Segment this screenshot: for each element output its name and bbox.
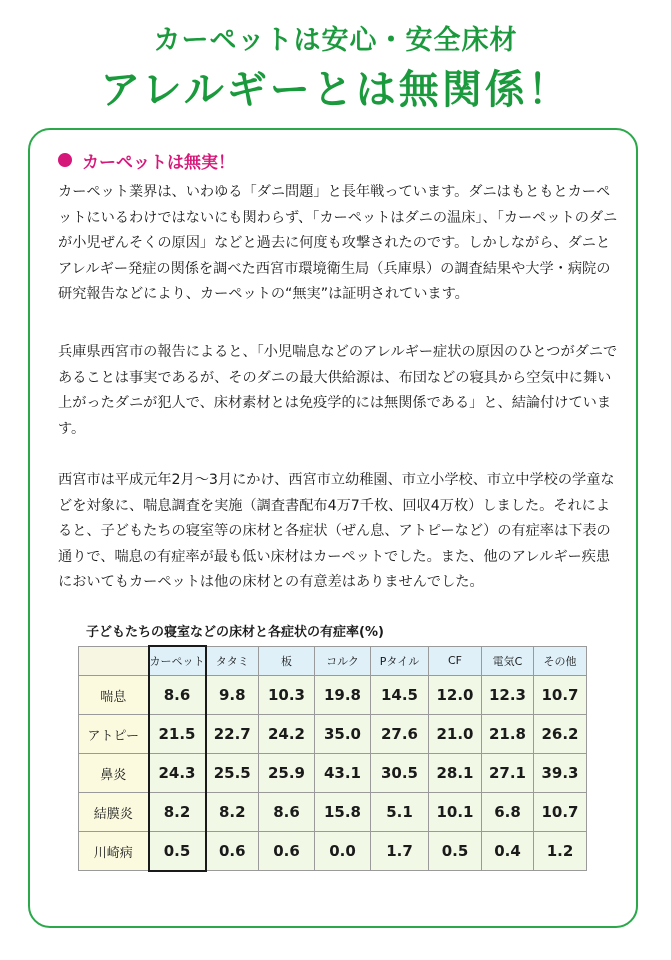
table-cell: 27.6 [371,715,429,754]
section-heading-text: カーペットは無実！ [82,152,235,173]
bullet-dot-icon [58,153,72,167]
column-header: タタミ [206,646,259,676]
table-cell: 39.3 [534,754,587,793]
table-cell: 0.5 [429,832,482,871]
table-cell: 0.6 [259,832,315,871]
row-header: 鼻炎 [79,754,149,793]
table-cell: 0.5 [149,832,206,871]
table-cell: 1.2 [534,832,587,871]
table-row [79,754,587,793]
table-row [79,832,587,871]
table-cell: 15.8 [315,793,371,832]
table-cell: 21.0 [429,715,482,754]
table-row [79,715,587,754]
table-cell: 10.1 [429,793,482,832]
row-header: アトピー [79,715,149,754]
table-cell: 8.2 [206,793,259,832]
column-header: Pタイル [371,646,429,676]
table-cell: 10.7 [534,793,587,832]
table-cell: 21.5 [149,715,206,754]
table-row [79,793,587,832]
row-header: 喘息 [79,676,149,715]
table-cell: 0.4 [482,832,534,871]
table-cell: 27.1 [482,754,534,793]
table-cell: 8.6 [259,793,315,832]
table-cell: 24.2 [259,715,315,754]
table-cell: 25.9 [259,754,315,793]
column-header: CF [429,646,482,676]
table-cell: 30.5 [371,754,429,793]
table-cell: 5.1 [371,793,429,832]
table-cell: 26.2 [534,715,587,754]
prevalence-table [78,645,587,872]
table-cell: 43.1 [315,754,371,793]
table-cell: 10.3 [259,676,315,715]
column-header: 電気C [482,646,534,676]
paragraph-2: 兵庫県西宮市の報告によると、「小児喘息などのアレルギー症状の原因のひとつがダニであることは事実であるが、そのダニの最大供給源は、布団などの寝具から空気中に舞い上がったダニが犯人で、床材素材とは免疫学的には無関係である」と、結論付けています。 [58,344,618,437]
table-caption: 子どもたちの寝室などの床材と各症状の有症率(%) [86,625,384,640]
table-cell: 22.7 [206,715,259,754]
row-header: 川崎病 [79,832,149,871]
paragraph-3: 西宮市は平成元年2月～3月にかけ、西宮市立幼稚園、市立小学校、市立中学校の学童などを対象に、喘息調査を実施（調査書配布4万7千枚、回収4万枚）しました。それによると、子どもたちの寝室等の床材と各症状（ぜん息、アトピーなど）の有症率は下表の通りで、喘息の有症率が最も低い床材はカーペットでした。また、他のアレルギー疾患においてもカーペットは他の床材との有意差はありませんでした。 [58,472,615,590]
table-row [79,676,587,715]
section-heading [58,148,235,172]
table-cell: 8.2 [149,793,206,832]
table-cell: 10.7 [534,676,587,715]
page-title-line1: カーペットは安心・安全床材 [153,25,518,56]
table-cell: 6.8 [482,793,534,832]
paragraph-1: カーペット業界は、いわゆる「ダニ問題」と長年戦っています。ダニはもともとカーペットにいるわけではないにも関わらず、「カーペットはダニの温床」、「カーペットのダニが小児ぜんそくの原因」などと過去に何度も攻撃されたのです。しかしながら、ダニとアレルギー発症の関係を調べた西宮市環境衛生局（兵庫県）の調査結果や大学・病院の研究報告などにより、カーペットの“無実”は証明されています。 [58,184,618,302]
table-cell: 14.5 [371,676,429,715]
table-cell: 0.0 [315,832,371,871]
table-cell: 8.6 [149,676,206,715]
column-header: 板 [259,646,315,676]
table-cell: 21.8 [482,715,534,754]
column-header: コルク [315,646,371,676]
table-cell: 1.7 [371,832,429,871]
table-cell: 12.0 [429,676,482,715]
table-cell: 12.3 [482,676,534,715]
row-header: 結膜炎 [79,793,149,832]
table-cell: 35.0 [315,715,371,754]
table-cell: 19.8 [315,676,371,715]
table-cell: 25.5 [206,754,259,793]
table-cell: 24.3 [149,754,206,793]
table-cell: 9.8 [206,676,259,715]
column-header: その他 [534,646,587,676]
table-corner-cell [79,646,149,676]
page-title-line2: アレルギーとは無関係！ [100,67,571,113]
table-cell: 28.1 [429,754,482,793]
table-header-row [79,646,587,676]
table-cell: 0.6 [206,832,259,871]
column-header: カーペット [149,646,206,676]
